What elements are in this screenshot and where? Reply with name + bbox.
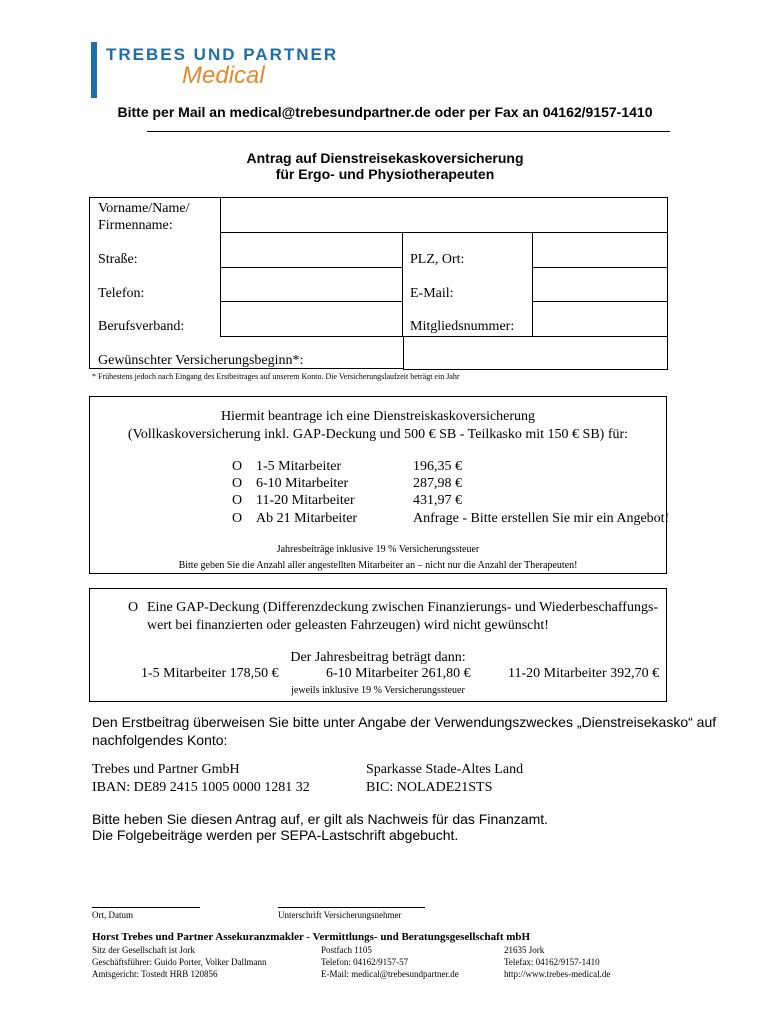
bic: BIC: NOLADE21STS (366, 780, 493, 795)
footer-company: Horst Trebes und Partner Assekuranzmakler - Vermittlungs- und Beratungsgesellschaft mbH (92, 931, 531, 943)
logo-bar (91, 42, 97, 98)
coverage-heading: Hiermit beantrage ich eine Dienstreiskaskoversicherung (220, 409, 536, 424)
footer-email: E-Mail: medical@trebesundpartner.de (321, 969, 459, 979)
gap-opt-out-box (89, 588, 667, 702)
name-label-line2: Firmenname: (98, 218, 173, 233)
footer-po-box: Postfach 1105 (321, 945, 372, 955)
iban: IBAN: DE89 2415 1005 0000 1281 32 (92, 780, 310, 795)
street-label: Straße: (98, 252, 138, 267)
form-subtitle: für Ergo- und Physiotherapeuten (275, 166, 495, 182)
option-price: 431,97 € (413, 493, 462, 508)
signature-label: Unterschrift Versicherungsnehmer (278, 910, 402, 920)
start-date-field[interactable] (403, 336, 668, 370)
submission-instructions: Bitte per Mail an medical@trebesundpartner.de oder per Fax an 04162/9157-1410 (117, 104, 653, 120)
association-label: Berufsverband: (98, 319, 185, 334)
footer-website: http://www.trebes-medical.de (504, 969, 611, 979)
zip-city-label: PLZ, Ort: (410, 252, 465, 267)
option-checkbox[interactable]: O (232, 476, 243, 491)
signature-line[interactable] (278, 907, 425, 908)
gap-opt-out-text-line2: wert bei finanzierten oder geleasten Fahrzeugen) wird nicht gewünscht! (147, 618, 549, 633)
option-label: 1-5 Mitarbeiter (256, 459, 342, 474)
coverage-subheading: (Vollkaskoversicherung inkl. GAP-Deckung und 500 € SB - Teilkasko mit 150 € SB) für: (127, 427, 629, 442)
member-number-label: Mitgliedsnummer: (410, 319, 515, 334)
account-holder: Trebes und Partner GmbH (92, 762, 240, 777)
option-checkbox[interactable]: O (232, 493, 243, 508)
option-checkbox[interactable]: O (232, 511, 243, 526)
place-date-label: Ort, Datum (92, 910, 133, 920)
gap-opt-out-text-line1: Eine GAP-Deckung (Differenzdeckung zwischen Finanzierungs- und Wiederbeschaffungs- (147, 600, 659, 615)
footnote: * Frühestens jedoch nach Eingang des Erstbeitrages auf unserem Konto. Die Versicherungslaufzeit beträgt ein Jahr (92, 372, 460, 381)
option-checkbox[interactable]: O (232, 459, 243, 474)
gap-price-heading: Der Jahresbeitrag beträgt dann: (290, 650, 466, 665)
gap-price-6-10: 6-10 Mitarbeiter 261,80 € (326, 666, 471, 681)
footer-court-register: Amtsgericht: Tostedt HRB 120856 (92, 969, 218, 979)
logo-medical: Medical (182, 62, 265, 89)
employee-note: Bitte geben Sie die Anzahl aller angestellten Mitarbeiter an – nicht nur die Anzahl der Therapeuten! (178, 560, 578, 571)
footer-city: 21635 Jork (504, 945, 545, 955)
applicant-form (89, 197, 667, 369)
gap-opt-out-checkbox[interactable]: O (128, 600, 139, 615)
start-date-label: Gewünschter Versicherungsbeginn*: (98, 353, 304, 368)
tax-note: Jahresbeiträge inklusive 19 % Versicherungssteuer (276, 544, 480, 555)
association-field[interactable] (220, 301, 403, 337)
payment-intro-line2: nachfolgendes Konto: (92, 732, 228, 748)
email-label: E-Mail: (410, 286, 454, 301)
name-field[interactable] (220, 197, 668, 233)
option-label: 6-10 Mitarbeiter (256, 476, 349, 491)
phone-label: Telefon: (98, 286, 145, 301)
payment-intro-line1: Den Erstbeitrag überweisen Sie bitte unter Angabe der Verwendungszweckes „Dienstreisekasko“ auf (92, 714, 717, 730)
keep-copy-note: Bitte heben Sie diesen Antrag auf, er gilt als Nachweis für das Finanzamt. (92, 811, 549, 827)
footer-registered-office: Sitz der Gesellschaft ist Jork (92, 945, 195, 955)
form-title: Antrag auf Dienstreisekaskoversicherung (246, 150, 524, 166)
gap-tax-note: jeweils inklusive 19 % Versicherungssteuer (291, 685, 465, 696)
option-label: Ab 21 Mitarbeiter (256, 511, 358, 526)
email-field[interactable] (532, 267, 668, 302)
bank-name: Sparkasse Stade-Altes Land (366, 762, 524, 777)
name-label-line1: Vorname/Name/ (98, 201, 190, 216)
footer-fax: Telefax: 04162/9157-1410 (504, 957, 600, 967)
place-date-line[interactable] (92, 907, 200, 908)
coverage-options-box (89, 396, 670, 574)
gap-price-11-20: 11-20 Mitarbeiter 392,70 € (508, 666, 660, 681)
phone-field[interactable] (220, 267, 403, 302)
option-price: 287,98 € (413, 476, 462, 491)
option-label: 11-20 Mitarbeiter (256, 493, 355, 508)
option-price: Anfrage - Bitte erstellen Sie mir ein Angebot! (413, 511, 670, 526)
street-field[interactable] (220, 232, 403, 268)
gap-price-1-5: 1-5 Mitarbeiter 178,50 € (141, 666, 279, 681)
divider (147, 131, 670, 132)
member-number-field[interactable] (532, 301, 668, 337)
sepa-note: Die Folgebeiträge werden per SEPA-Lastschrift abgebucht. (92, 827, 459, 843)
footer-managing-directors: Geschäftsführer: Guido Porter, Volker Dallmann (92, 957, 267, 967)
zip-city-field[interactable] (532, 232, 668, 268)
footer-phone: Telefon: 04162/9157-57 (321, 957, 409, 967)
option-price: 196,35 € (413, 459, 462, 474)
logo-company-name: TREBES UND PARTNER (106, 45, 339, 64)
